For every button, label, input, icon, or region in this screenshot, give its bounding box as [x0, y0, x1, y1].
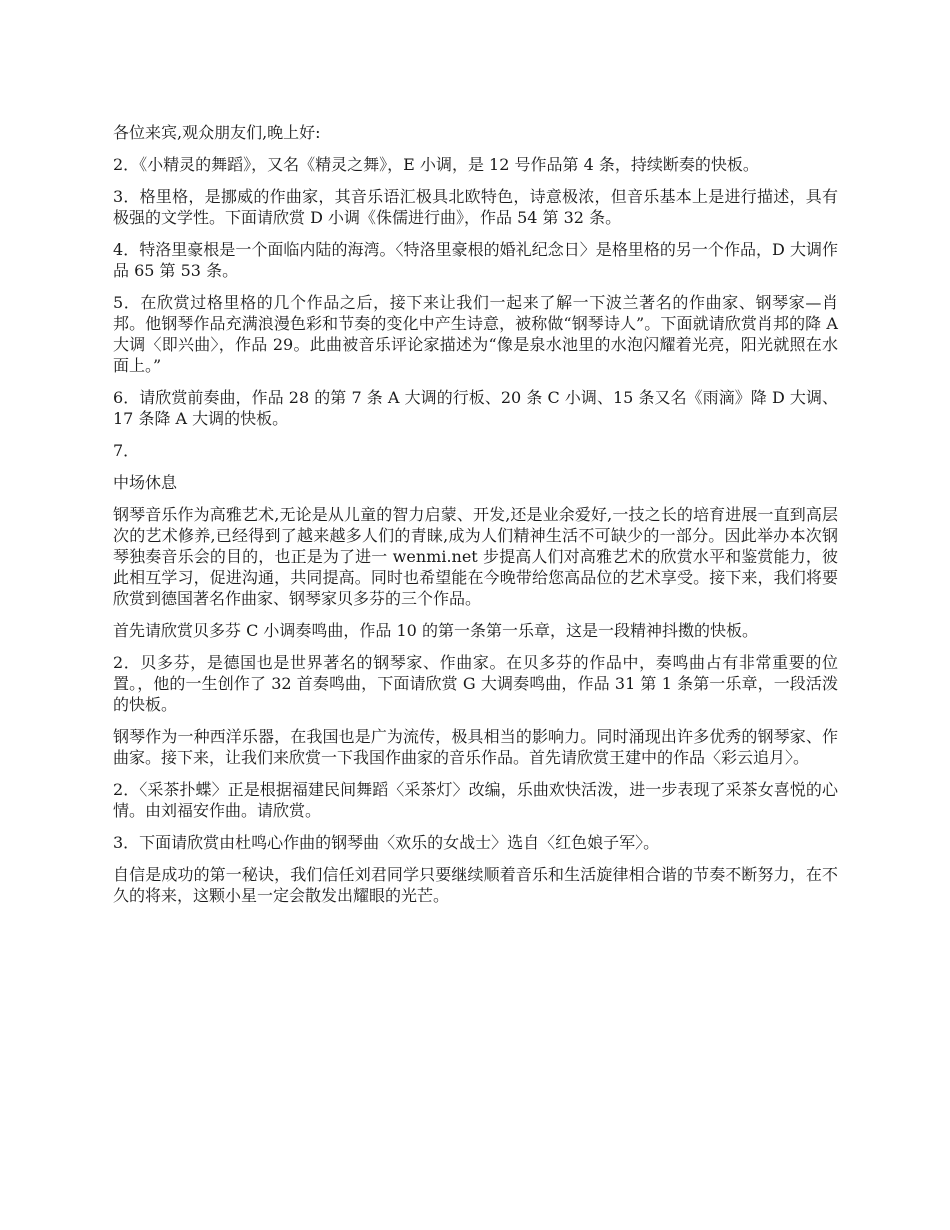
intermission-heading: 中场休息: [113, 473, 178, 492]
beethoven-item-2-paragraph: 2．贝多芬，是德国也是世界著名的钢琴家、作曲家。在贝多芬的作品中，奏鸣曲占有非常重要的位置。，他的一生创作了 32 首奏鸣曲，下面请欣赏 G 大调奏鸣曲，作品 31 第 1 条第一乐章，一段活泼的快板。: [113, 653, 838, 714]
program-item-4-paragraph: 4．特洛里豪根是一个面临内陆的海湾。〈特洛里豪根的婚礼纪念日〉是格里格的另一个作品，D 大调作品 65 第 53 条。: [113, 240, 838, 280]
program-item-5-paragraph: 5．在欣赏过格里格的几个作品之后，接下来让我们一起来了解一下波兰著名的作曲家、钢琴家—肖邦。他钢琴作品充满浪漫色彩和节奏的变化中产生诗意，被称做“钢琴诗人”。下面就请欣赏肖邦的降 A 大调〈即兴曲〉，作品 29。此曲被音乐评论家描述为“像是泉水池里的水泡闪耀着光亮，阳光就照在水面上。”: [113, 293, 838, 375]
piano-intro-paragraph: 钢琴音乐作为高雅艺术,无论是从儿童的智力启蒙、开发,还是业余爱好,一技之长的培育进展一直到高层次的艺术修养,已经得到了越来越多人们的青睐,成为人们精神生活不可缺少的一部分。因此举办本次钢琴独奏音乐会的目的，也正是为了进一 wenmi.net 步提高人们对高雅艺术的欣赏水平和鉴赏能力，彼此相互学习，促进沟通，共同提高。同时也希望能在今晚带给您高品位的艺术享受。接下来，我们将要欣赏到德国著名作曲家、钢琴家贝多芬的三个作品。: [113, 505, 838, 608]
document-body: [113, 122, 838, 917]
chinese-item-3-paragraph: 3．下面请欣赏由杜鸣心作曲的钢琴曲〈欢乐的女战士〉选自〈红色娘子军〉。: [113, 833, 660, 852]
program-item-2-paragraph: 2．《小精灵的舞蹈》，又名《精灵之舞》，E 小调，是 12 号作品第 4 条，持续断奏的快板。: [113, 155, 759, 174]
program-item-3-paragraph: 3．格里格，是挪威的作曲家，其音乐语汇极具北欧特色，诗意极浓，但音乐基本上是进行描述，具有极强的文学性。下面请欣赏 D 小调《侏儒进行曲》，作品 54 第 32 条。: [113, 187, 838, 227]
beethoven-item-1-paragraph: 首先请欣赏贝多芬 C 小调奏鸣曲，作品 10 的第一条第一乐章，这是一段精神抖擞的快板。: [113, 621, 758, 640]
program-item-7-paragraph: 7．: [113, 441, 140, 460]
greeting-paragraph: 各位来宾,观众朋友们,晚上好:: [113, 123, 321, 142]
chinese-item-2-paragraph: 2．〈采茶扑蝶〉正是根据福建民间舞蹈〈采茶灯〉改编，乐曲欢快活泼，进一步表现了采茶女喜悦的心情。由刘福安作曲。请欣赏。: [113, 780, 838, 820]
chinese-works-intro-paragraph: 钢琴作为一种西洋乐器，在我国也是广为流传，极具相当的影响力。同时涌现出许多优秀的钢琴家、作曲家。接下来，让我们来欣赏一下我国作曲家的音乐作品。首先请欣赏王建中的作品〈彩云追月〉。: [113, 727, 838, 767]
program-item-6-paragraph: 6．请欣赏前奏曲，作品 28 的第 7 条 A 大调的行板、20 条 C 小调、15 条又名《雨滴》降 D 大调、17 条降 A 大调的快板。: [113, 388, 838, 428]
closing-paragraph: 自信是成功的第一秘诀，我们信任刘君同学只要继续顺着音乐和生活旋律相合谐的节奏不断努力，在不久的将来，这颗小星一定会散发出耀眼的光芒。: [113, 865, 838, 905]
